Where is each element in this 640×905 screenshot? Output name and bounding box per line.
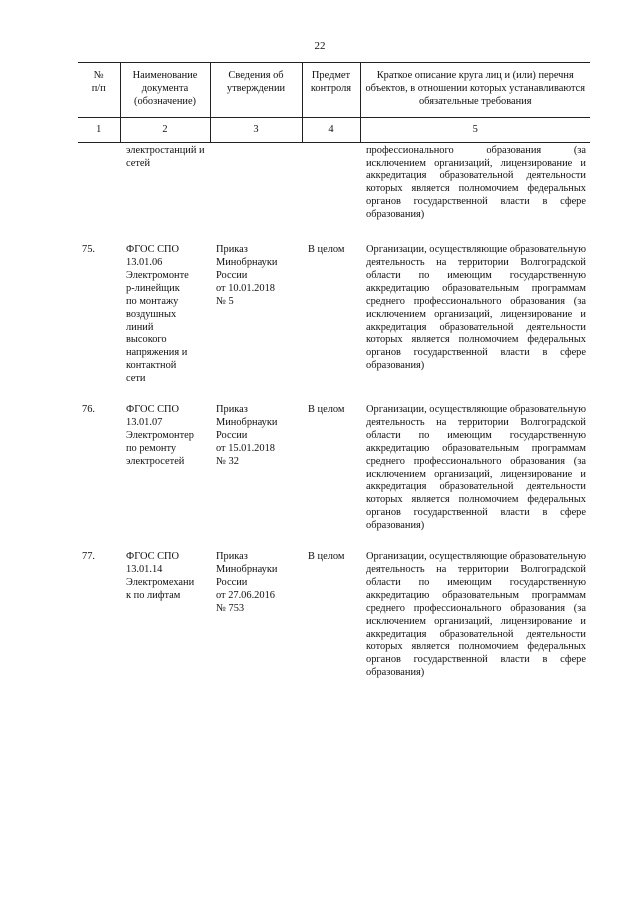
approval-info-line: Минобрнауки bbox=[216, 256, 278, 268]
document-name-line: напряжения и bbox=[126, 347, 188, 359]
control-subject: В целом bbox=[308, 404, 345, 416]
document-name-line: 13.01.14 bbox=[126, 564, 163, 575]
document-name-line: ФГОС СПО bbox=[126, 244, 180, 256]
description: Организации, осуществляющие образовательную деятельность на территории Волгоградской области по имеющим государственную аккредитацию образовательным программам среднего профессионального образования (за исключением организаций, лицензирование и аккредитация образовательной деятельности которых является полномочием федеральных органов государственной власти в сфере образования) bbox=[366, 244, 586, 372]
approval-info-line: № 753 bbox=[216, 602, 245, 614]
table-row bbox=[78, 244, 590, 404]
column-number: 2 bbox=[120, 117, 210, 142]
column-number: 3 bbox=[210, 117, 302, 142]
header-description: Краткое описание круга лиц и (или) перечня объектов, в отношении которых устанавливаются обязательные требования bbox=[360, 63, 590, 118]
control-subject bbox=[302, 142, 360, 244]
document-name-line: воздушных bbox=[126, 308, 177, 320]
document-name-line: по ремонту bbox=[126, 442, 177, 454]
document-name-line: электросетей bbox=[126, 455, 185, 467]
row-number bbox=[78, 142, 120, 244]
document-name-line: ФГОС СПО bbox=[126, 404, 180, 416]
document-name-line: 13.01.07 bbox=[126, 416, 163, 428]
approval-info-line: от 10.01.2018 bbox=[216, 282, 275, 294]
approval-info bbox=[210, 142, 302, 244]
approval-info-line: Приказ bbox=[216, 551, 248, 563]
document-name-line: 13.01.06 bbox=[126, 256, 163, 268]
header-approval-info: Сведения об утверждении bbox=[210, 63, 302, 118]
row-number: 75. bbox=[82, 244, 95, 256]
approval-info-line: № 32 bbox=[216, 455, 239, 467]
page-number: 22 bbox=[314, 40, 326, 52]
approval-info bbox=[210, 244, 302, 404]
document-name-line: по монтажу bbox=[126, 295, 179, 307]
document-name-line: к по лифтам bbox=[126, 589, 181, 601]
approval-info-line: России bbox=[216, 576, 248, 588]
row-number: 76. bbox=[82, 404, 95, 416]
approval-info-line: Минобрнауки bbox=[216, 564, 278, 575]
table-header-row bbox=[78, 63, 590, 118]
document-name-line: сети bbox=[126, 373, 146, 385]
approval-info-line: от 15.01.2018 bbox=[216, 442, 275, 454]
control-subject: В целом bbox=[308, 244, 345, 256]
approval-info-line: России bbox=[216, 269, 248, 281]
document-name-line: р-линейщик bbox=[126, 282, 180, 294]
description: Организации, осуществляющие образовательную деятельность на территории Волгоградской области по имеющим государственную аккредитацию образовательным программам среднего профессионального образования (за исключением организаций, лицензирование и аккредитация образовательной деятельности которых является полномочием федеральных органов государственной власти в сфере образования) bbox=[366, 404, 586, 532]
document-name-line: ФГОС СПО bbox=[126, 551, 180, 563]
document-name-line: высокого bbox=[126, 334, 167, 346]
document-name-line: линий bbox=[126, 321, 154, 333]
document-name-line: Электромонте bbox=[126, 269, 189, 281]
table-row bbox=[78, 551, 590, 698]
row-number: 77. bbox=[82, 551, 95, 563]
approval-info bbox=[210, 404, 302, 551]
approval-info bbox=[210, 551, 302, 698]
document-name bbox=[120, 551, 210, 698]
header-document-name: Наименование документа (обозначение) bbox=[120, 63, 210, 118]
approval-info-line: России bbox=[216, 429, 248, 441]
document-name: электростанций и сетей bbox=[126, 144, 205, 169]
control-subject: В целом bbox=[308, 551, 345, 563]
approval-info-line: № 5 bbox=[216, 295, 234, 307]
table-row bbox=[78, 404, 590, 551]
continuation-row bbox=[78, 142, 590, 244]
approval-info-line: Приказ bbox=[216, 404, 248, 416]
description: профессионального образования (за исключением организаций, лицензирование и аккредитация образовательной деятельности которых является полномочием федеральных органов государственной власти в сфере образования) bbox=[366, 144, 586, 221]
column-number: 1 bbox=[78, 117, 120, 142]
document-name bbox=[120, 244, 210, 404]
approval-info-line: Приказ bbox=[216, 244, 248, 256]
approval-info-line: Минобрнауки bbox=[216, 416, 278, 428]
document-name bbox=[120, 404, 210, 551]
document-name-line: контактной bbox=[126, 360, 177, 372]
requirements-table bbox=[78, 62, 590, 698]
document-name-line: Электромехани bbox=[126, 576, 195, 588]
document-name-line: Электромонтер bbox=[126, 429, 194, 441]
column-number: 4 bbox=[302, 117, 360, 142]
column-numbers-row bbox=[78, 117, 590, 142]
header-control-subject: Предмет контроля bbox=[302, 63, 360, 118]
header-number: № п/п bbox=[78, 63, 120, 118]
description: Организации, осуществляющие образовательную деятельность на территории Волгоградской области по имеющим государственную аккредитацию образовательным программам среднего профессионального образования (за исключением организаций, лицензирование и аккредитация образовательной деятельности которых является полномочием федеральных органов государственной власти в сфере образования) bbox=[366, 551, 586, 679]
column-number: 5 bbox=[360, 117, 590, 142]
approval-info-line: от 27.06.2016 bbox=[216, 589, 275, 601]
